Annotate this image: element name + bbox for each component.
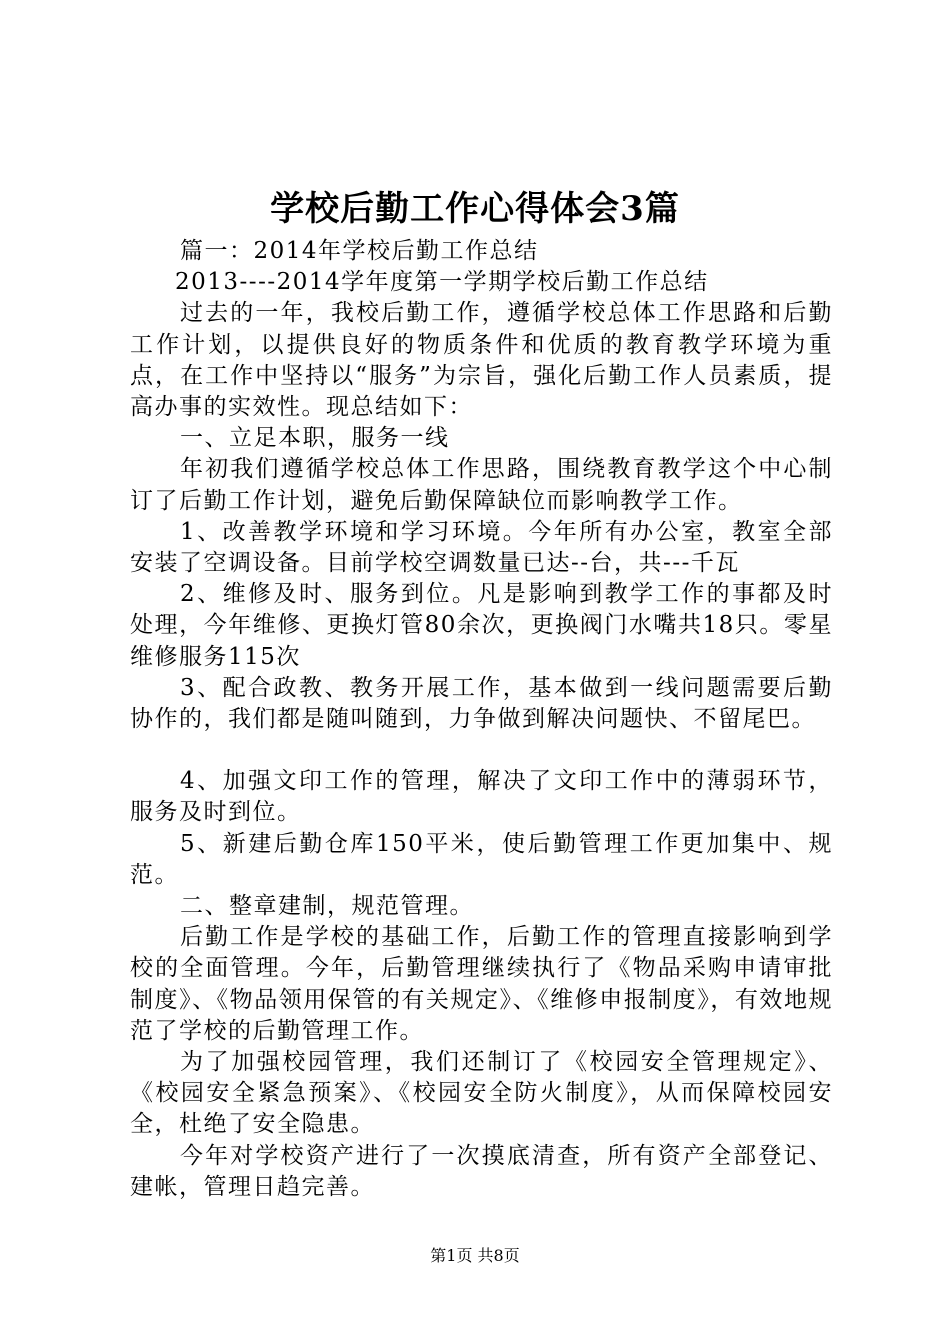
page-footer: 第1页 共8页 — [430, 1246, 520, 1265]
paragraph-report-title: 2013----2014学年度第一学期学校后勤工作总结 — [175, 269, 709, 296]
paragraph: 后勤工作是学校的基础工作，后勤工作的管理直接影响到学校的全面管理。今年，后勤管理继续执行了《物品采购申请审批制度》、《物品领用保管的有关规定》、《维修申报制度》，有效地规范了学校的后勤管理工作。 — [130, 924, 833, 1044]
document-body — [130, 236, 833, 1203]
document-title: 学校后勤工作心得体会3篇 — [270, 189, 680, 229]
paragraph: 年初我们遵循学校总体工作思路，围绕教育教学这个中心制订了后勤工作计划，避免后勤保障缺位而影响教学工作。 — [130, 456, 833, 514]
paragraph-intro: 过去的一年，我校后勤工作，遵循学校总体工作思路和后勤工作计划，以提供良好的物质条件和优质的教育教学环境为重点，在工作中坚持以“服务”为宗旨，强化后勤工作人员素质，提高办事的实效性。现总结如下： — [130, 300, 833, 421]
paragraph: 今年对学校资产进行了一次摸底清查，所有资产全部登记、建帐，管理日趋完善。 — [130, 1142, 833, 1200]
paragraph-item-4: 4、加强文印工作的管理，解决了文印工作中的薄弱环节，服务及时到位。 — [130, 768, 833, 826]
paragraph-heading-2: 二、整章建制，规范管理。 — [180, 893, 474, 920]
paragraph-item-3: 3、配合政教、教务开展工作，基本做到一线问题需要后勤协作的，我们都是随叫随到，力争做到解决问题快、不留尾巴。 — [130, 674, 833, 733]
paragraph: 为了加强校园管理，我们还制订了《校园安全管理规定》、《校园安全紧急预案》、《校园安全防火制度》，从而保障校园安全，杜绝了安全隐患。 — [130, 1049, 833, 1138]
paragraph-item-5: 5、新建后勤仓库150平米，使后勤管理工作更加集中、规范。 — [130, 830, 833, 888]
paragraph-item-2: 2、维修及时、服务到位。凡是影响到教学工作的事都及时处理，今年维修、更换灯管80余次，更换阀门水嘴共18只。零星维修服务115次 — [130, 581, 833, 670]
paragraph-item-1: 1、改善教学环境和学习环境。今年所有办公室，教室全部安装了空调设备。目前学校空调数量已达--台，共---千瓦 — [130, 518, 833, 577]
paragraph-heading-1: 一、立足本职，服务一线 — [180, 425, 450, 452]
paragraph-section-heading: 篇一：2014年学校后勤工作总结 — [180, 238, 539, 264]
